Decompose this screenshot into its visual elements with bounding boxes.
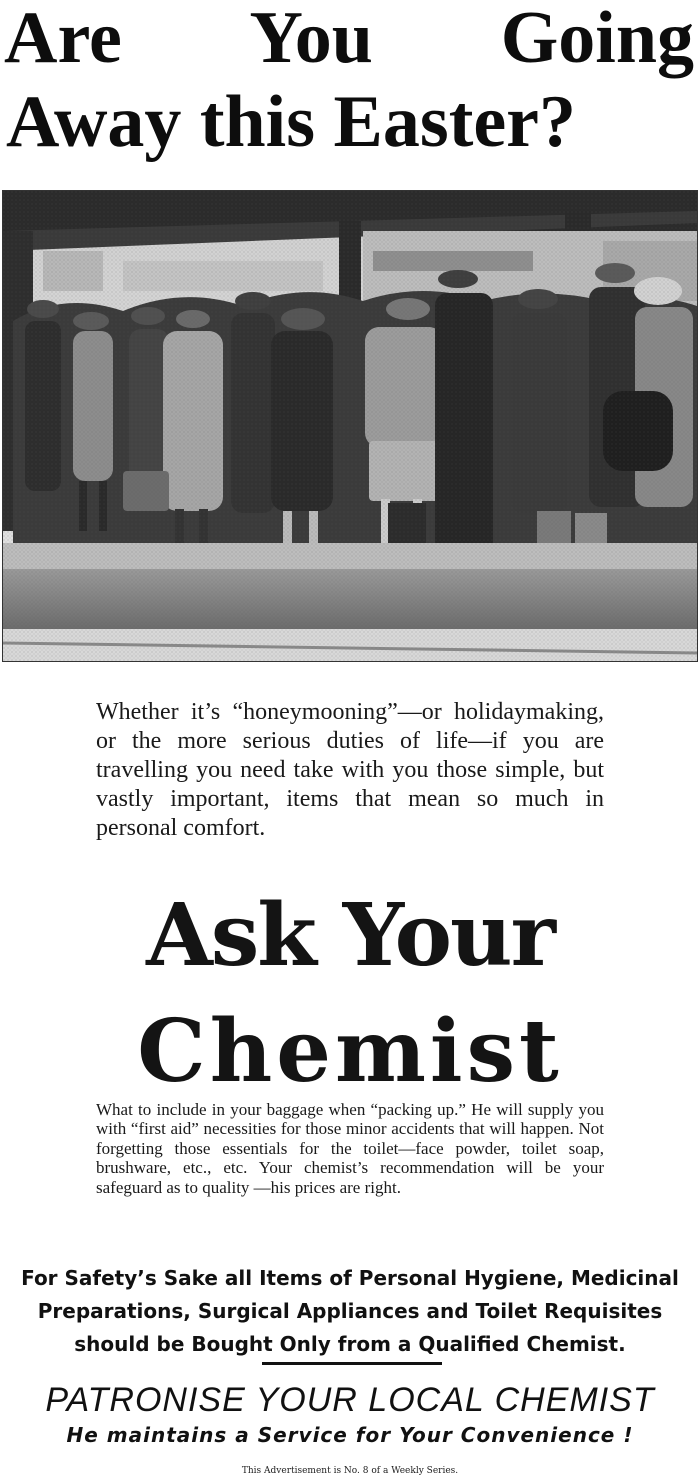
safety-notice-line: For Safety’s Sake all Items of Personal Hygiene, Medicinal — [21, 1266, 679, 1290]
series-note: This Advertisement is No. 8 of a Weekly Series. — [241, 1466, 459, 1476]
headline-word: Going — [500, 0, 694, 79]
crowd-photo — [2, 190, 698, 662]
divider-rule — [262, 1362, 442, 1365]
safety-notice-line: should be Bought Only from a Qualified Chemist. — [74, 1332, 626, 1356]
patronise-slogan: PATRONISE YOUR LOCAL CHEMIST — [45, 1381, 655, 1419]
headline-word: Are — [4, 0, 122, 79]
headline-line-1 — [0, 0, 700, 78]
headline-line-2: Away this Easter? — [6, 81, 577, 163]
title-chemist: Chemist — [137, 1001, 563, 1102]
crowd-photo-illustration — [3, 191, 697, 661]
safety-notice — [0, 1262, 700, 1361]
title-ask-your: Ask Your — [146, 885, 554, 986]
headline-word: You — [249, 0, 373, 79]
safety-notice-line: Preparations, Surgical Appliances and Toilet Requisites — [37, 1299, 663, 1323]
service-tagline: He maintains a Service for Your Convenience ! — [66, 1423, 634, 1447]
intro-paragraph: Whether it’s “honeymooning”—or holidaymaking, or the more serious duties of life—if you are travelling you need take with you those simple, but vastly important, items that mean so much in personal comfort. — [96, 699, 604, 841]
detail-paragraph: What to include in your baggage when “packing up.” He will supply you with “first aid” necessities for those minor accidents that will happen. Not forgetting those essentials for the toilet—face powder, toilet soap, brushware, etc., etc. Your chemist’s recommendation will be your safeguard as to quality —his prices are right. — [96, 1100, 604, 1197]
